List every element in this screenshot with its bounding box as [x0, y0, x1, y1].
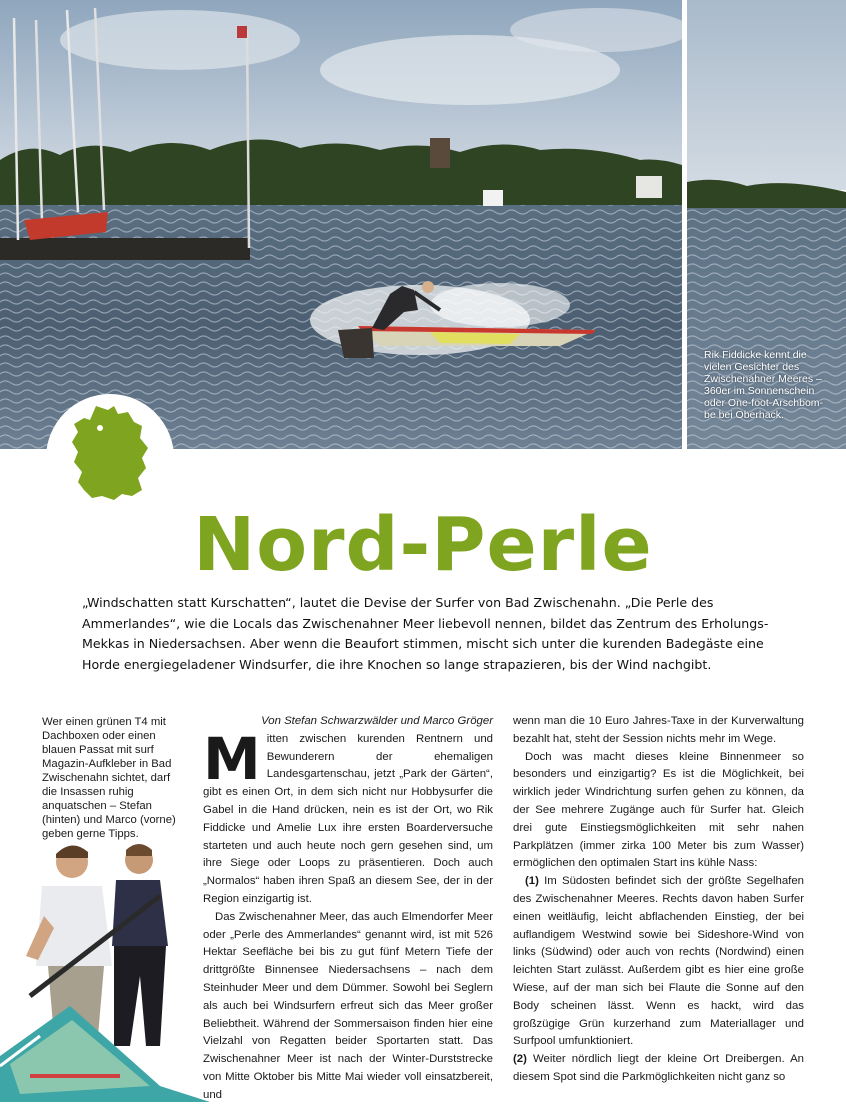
- article-column-2: [513, 713, 804, 1087]
- col2-paragraph-3: Im Südosten befindet sich der größte Segelhafen des Zwischenahner Meeres. Rechts davon haben Surfer einen weitläufig, leicht abflachenden Einstieg, der bei auflandigem Westwind sowie bei Sideshore-Wind von links (Südwind) oder auch von rechts (Nordwind) einen leichten Start zulässt. Außerdem gibt es hier eine große Wiese, auf der man sich bei Flaute die Sonne auf den Body scheinen lässt. Wenn es hackt, wird das großzügige Grün kurzerhand zum Materiallager und Surfpool umfunktioniert.: [513, 875, 804, 1048]
- photo-caption-overlay: Rik Fiddicke kennt die vielen Gesichter des Zwischenahner Meeres – 360er im Sonnenschein oder One-foot-Arschbom-be bei Oberhack.: [704, 349, 824, 421]
- byline: Von Stefan Schwarzwälder und Marco Gröger: [261, 715, 493, 727]
- article-intro: „Windschatten statt Kurschatten“, lautet die Devise der Surfer von Bad Zwischenahn. „Die Perle des Ammerlandes“, wie die Locals das Zwischenahner Meer liebevoll nennen, bildet das Zentrum des Erholungs-Mekkas in Niedersachsen. Aber wenn die Beaufort stimmen, mischt sich unter die kurenden Badegäste eine Horde energiegeladener Windsurfer, die ihre Knochen so lange strapazieren, bis der Wind nachgibt.: [82, 595, 769, 672]
- col2-paragraph-4: Weiter nördlich liegt der kleine Ort Dreibergen. An diesem Spot sind die Parkmöglichkeiten nicht ganz so: [513, 1053, 804, 1083]
- col1-paragraph-2: Das Zwischenahner Meer, das auch Elmendorfer Meer oder „Perle des Ammerlandes“ genannt wird, ist mit 526 Hektar Seefläche bei bis zu gut fünf Metern Tiefe der drittgrößte Binnensee Niedersachsens – nach dem Steinhuder Meer und dem Dümmer. Sowohl bei Seglern als auch bei Windsurfern erfreut sich das Meer großer Beliebtheit. Während der Sommersaison finden hier eine Vielzahl von Regatten beider Sportarten statt. Das Zwischenahner Meer ist nach der Winter-Durststrecke von Mitte Oktober bis Mitte Mai wieder voll einsatzbereit, und: [203, 910, 493, 1101]
- photo-caption-people: Wer einen grünen T4 mit Dachboxen oder einen blauen Passat mit surf Magazin-Aufkleber in Bad Zwischenahn sichtet, darf die Insassen ruhig anquatschen – Stefan (hinten) und Marco (vorne) geben gerne Tipps.: [42, 716, 176, 840]
- col2-paragraph-2: Doch was macht dieses kleine Binnenmeer so besonders und einzigartig? Es ist die Möglichkeit, bei wirklich jeder Windrichtung surfen gehen zu können, da der See mehrere Zugänge auch für Surfer hat. Gleich drei gute Einstiegsmöglichkeiten mit sehr nahen Parkplätzen (immer zirka 100 Meter bis zum Wasser) ermöglichen den optimalen Start ins kühle Nass:: [513, 750, 804, 870]
- article-headline: Nord-Perle: [193, 502, 653, 588]
- col1-paragraph-1: itten zwischen kurenden Rentnern und Bewunderern der ehemaligen Landesgartenschau, jetzt „Park der Gärten“, gibt es einen Ort, in dem sich nicht nur Hobbysurfer die Gabel in die Hand drücken, nein es ist der Ort, wo Rik Fiddicke und Amelie Lux ihre ersten Boarderversuche starteten und auch heute noch gern gesehen sind, um ihre Siege oder Loops zu präsentieren. Doch auch „Normalos“ haben ihren Spaß an diesem See, der in der Region einzigartig ist.: [203, 732, 493, 905]
- dropcap: M: [203, 724, 261, 793]
- people-photo-surfers: [0, 836, 210, 1102]
- article-column-1: [203, 713, 493, 1105]
- spot-number-2: (2): [513, 1053, 527, 1066]
- hero-photo-windsurfer: [0, 0, 682, 449]
- col2-paragraph-1: wenn man die 10 Euro Jahres-Taxe in der Kurverwaltung bezahlt hat, steht der Session nichts mehr im Wege.: [513, 715, 804, 745]
- spot-number-1: (1): [525, 875, 539, 888]
